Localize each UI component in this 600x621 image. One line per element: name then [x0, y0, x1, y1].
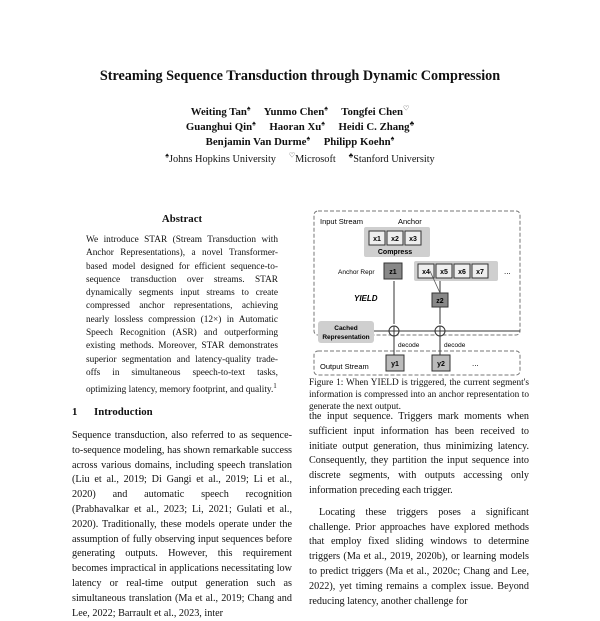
intro-right-column: the input sequence. Triggers mark moments when sufficient input information has been received to initiate output generation, thus minimizing latency. Consequently, they partition the input sequence into discrete segments, with outputs accessing only information preceding each trigger. Locating these triggers poses a significant challenge. Prior approaches have explored methods that employ fixed sliding windows to determine triggers (Ma et al., 2019, 2020b), or learning models to predict triggers (Ma et al., 2020c; Chang and Lee, 2022), yet timing remains a complex issue. Beyond reducing latency, another challenge for	[309, 411, 529, 607]
anchor-repr-label: Anchor Repr	[338, 269, 375, 276]
token-x4: x4	[422, 269, 430, 276]
author: Heidi C. Zhang♣	[338, 119, 415, 133]
ellipsis: ...	[504, 267, 511, 276]
cached-label-2: Representation	[322, 334, 370, 341]
affiliation: ♠Johns Hopkins University	[165, 152, 276, 166]
figure-caption: Figure 1: When YIELD is triggered, the current segment's information is compressed into an anchor representation to generate the next output.	[309, 378, 529, 412]
footnote-mark: 1	[273, 382, 277, 391]
token-z1: z1	[389, 269, 397, 276]
yield-label: YIELD	[354, 294, 378, 303]
author: Yunmo Chen♠	[263, 104, 328, 118]
output-stream-label: Output Stream	[320, 362, 369, 371]
author: Weiting Tan♠	[190, 104, 251, 118]
author: Tongfei Chen♡	[341, 104, 410, 118]
token-x3: x3	[409, 236, 417, 243]
token-z2: z2	[436, 298, 444, 305]
compress-label: Compress	[377, 249, 413, 256]
author: Guanghui Qin♠	[185, 119, 256, 133]
affiliation: ♣Stanford University	[348, 152, 435, 166]
cached-label: Cached	[334, 325, 358, 332]
ellipsis: ...	[472, 359, 479, 368]
intro-left-column: Sequence transduction, also referred to as sequence-to-sequence modeling, has shown remarkable success across various domains, including speech translation (Liu et al., 2019; Di Gangi et al., 2019; Li et al., 2020) and automatic speech recognition (Prabhavalkar et al., 2023; Li, 2021; Gulati et al., 2020). Traditionally, these models operate under the assumption of fully observing input sequences before generating outputs. However, this requirement becomes impractical in applications necessitating low latency or real-time output generation such as simultaneous translation (Ma et al., 2019; Chang and Lee, 2022; Barrault et al., 2023, inter	[72, 430, 292, 619]
author: Benjamin Van Durme♠	[205, 134, 311, 148]
authors-line-2	[0, 119, 600, 133]
decode-label: decode	[398, 342, 420, 349]
paper-title: Streaming Sequence Transduction through Dynamic Compression	[99, 68, 501, 84]
author: Haoran Xu♠	[269, 119, 325, 133]
token-x6: x6	[458, 269, 466, 276]
abstract-heading: Abstract	[161, 213, 203, 225]
token-x2: x2	[391, 236, 399, 243]
section-heading: 1 Introduction	[72, 406, 153, 418]
abstract-text: We introduce STAR (Stream Transduction with Anchor Representations), a novel Transformer-based model designed for efficient sequence-to-sequence transduction over streams. STAR dynamically segments input streams to create compressed anchor representations, achieving nearly lossless compression (12×) in Automatic Speech Recognition (ASR) and outperforming existing methods. Moreover, STAR demonstrates superior segmentation and latency-quality trade-offs in simultaneous speech-to-text tasks, optimizing latency, memory footprint, and quality.$^1$	[86, 235, 278, 396]
token-x1: x1	[373, 236, 381, 243]
decode-label: decode	[444, 342, 466, 349]
input-stream-label: Input Stream	[320, 217, 363, 226]
figure-1-diagram	[312, 209, 530, 377]
anchor-label: Anchor	[398, 217, 422, 226]
affiliation: ♡Microsoft	[288, 152, 336, 166]
token-x7: x7	[476, 269, 484, 276]
affiliations	[0, 152, 600, 165]
token-x5: x5	[440, 269, 448, 276]
authors-line-1	[0, 104, 600, 118]
token-y2: y2	[437, 361, 445, 368]
author: Philipp Koehn♠	[323, 134, 395, 148]
authors-line-3	[0, 134, 600, 148]
token-y1: y1	[391, 361, 399, 368]
